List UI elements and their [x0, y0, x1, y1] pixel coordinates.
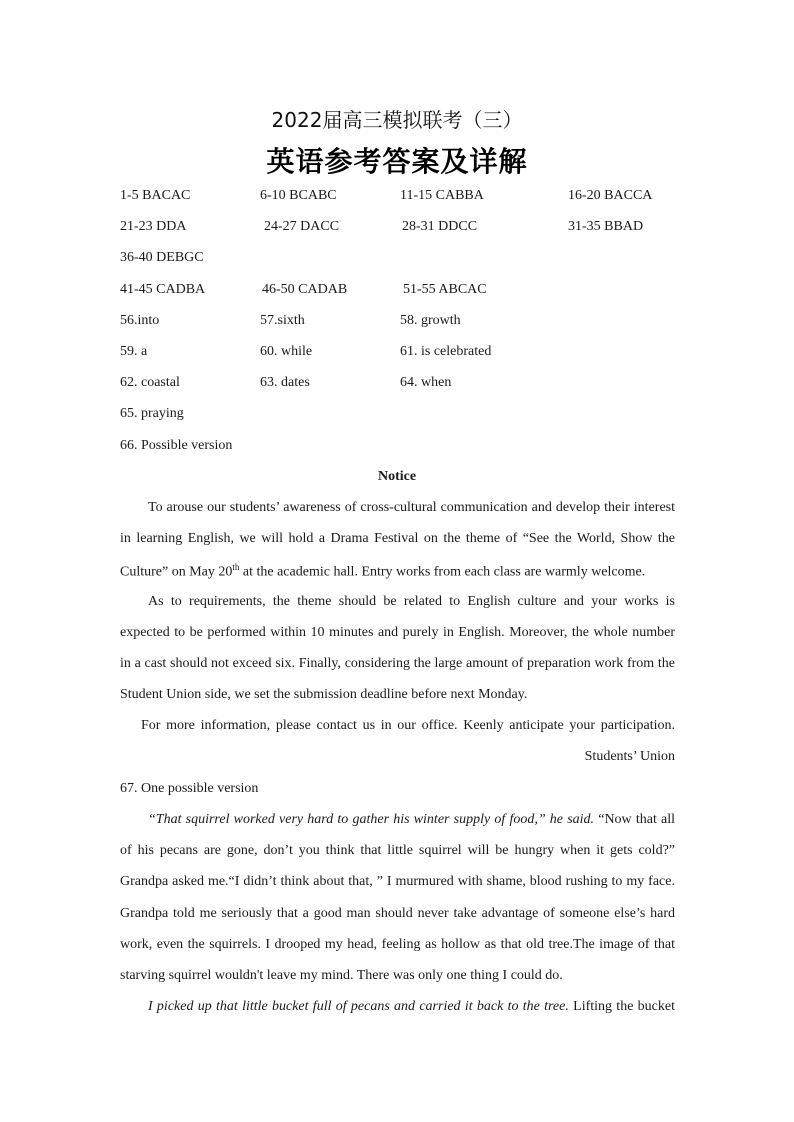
answer-group: 6-10 BCABC	[260, 188, 337, 203]
answer-item: 60. while	[260, 344, 313, 359]
answer-group: 51-55 ABCAC	[403, 282, 487, 297]
notice-p1-line: To arouse our students’ awareness of cross-cultural communication and develop their interest	[148, 500, 675, 515]
answer-row	[0, 406, 794, 430]
notice-p2-line: Student Union side, we set the submission deadline before next Monday.	[120, 687, 528, 702]
answer-item: 59. a	[120, 344, 148, 359]
notice-p2-line: in a cast should not exceed six. Finally, considering the large amount of preparation work from the	[120, 656, 675, 671]
answer-item: 65. praying	[120, 406, 184, 421]
story-p1-line: starving squirrel wouldn't leave my mind. There was only one thing I could do.	[120, 968, 563, 983]
answer-group: 16-20 BACCA	[568, 188, 653, 203]
answer-row	[0, 313, 794, 337]
answer-row	[0, 188, 794, 212]
answer-row	[0, 219, 794, 243]
notice-p1-line: Culture” on May 20th at the academic hall. Entry works from each class are warmly welcome.	[120, 562, 646, 580]
answer-group: 46-50 CADAB	[262, 282, 348, 297]
notice-signature: Students’ Union	[584, 749, 675, 764]
answer-group: 24-27 DACC	[264, 219, 340, 234]
q67-label: 67. One possible version	[120, 781, 259, 796]
answer-item: 61. is celebrated	[400, 344, 492, 359]
answer-group: 36-40 DEBGC	[120, 250, 204, 265]
answer-item: 57.sixth	[260, 313, 305, 328]
answer-group: 31-35 BBAD	[568, 219, 644, 234]
q66-label: 66. Possible version	[120, 438, 233, 453]
answer-row	[0, 375, 794, 399]
story-p1-line: Grandpa told me seriously that a good man should never take advantage of someone else’s hard	[120, 906, 675, 921]
story-p2-line: I picked up that little bucket full of pecans and carried it back to the tree. Lifting the bucket	[148, 999, 675, 1014]
answer-group: 1-5 BACAC	[120, 188, 191, 203]
answer-item: 62. coastal	[120, 375, 180, 390]
notice-heading: Notice	[377, 469, 417, 484]
document-title: 英语参考答案及详解	[266, 145, 528, 178]
answer-group: 11-15 CABBA	[400, 188, 484, 203]
answer-item: 63. dates	[260, 375, 310, 390]
answer-group: 28-31 DDCC	[402, 219, 478, 234]
story-p1-line: work, even the squirrels. I drooped my head, feeling as hollow as that old tree.The image of that	[120, 937, 675, 952]
answer-row	[0, 250, 794, 274]
answer-group: 41-45 CADBA	[120, 282, 206, 297]
answer-item: 56.into	[120, 313, 160, 328]
exam-title: 2022届高三模拟联考（三）	[271, 108, 523, 132]
answer-item: 64. when	[400, 375, 452, 390]
answer-group: 21-23 DDA	[120, 219, 187, 234]
notice-p3-line: For more information, please contact us in our office. Keenly anticipate your participation.	[141, 718, 675, 733]
notice-p1-line: in learning English, we will hold a Drama Festival on the theme of “See the World, Show the	[120, 531, 675, 546]
notice-p2-line: As to requirements, the theme should be related to English culture and your works is	[148, 594, 675, 609]
answer-row	[0, 282, 794, 306]
answer-row	[0, 344, 794, 368]
story-p1-line: “That squirrel worked very hard to gather his winter supply of food,” he said. “Now that all	[148, 812, 675, 827]
answer-item: 58. growth	[400, 313, 461, 328]
story-p1-line: of his pecans are gone, don’t you think that little squirrel will be hungry when it gets cold?”	[120, 843, 675, 858]
story-p1-line: Grandpa asked me.“I didn’t think about that, ” I murmured with shame, blood rushing to my face.	[120, 874, 675, 889]
notice-p2-line: expected to be performed within 10 minutes and purely in English. Moreover, the whole number	[120, 625, 675, 640]
